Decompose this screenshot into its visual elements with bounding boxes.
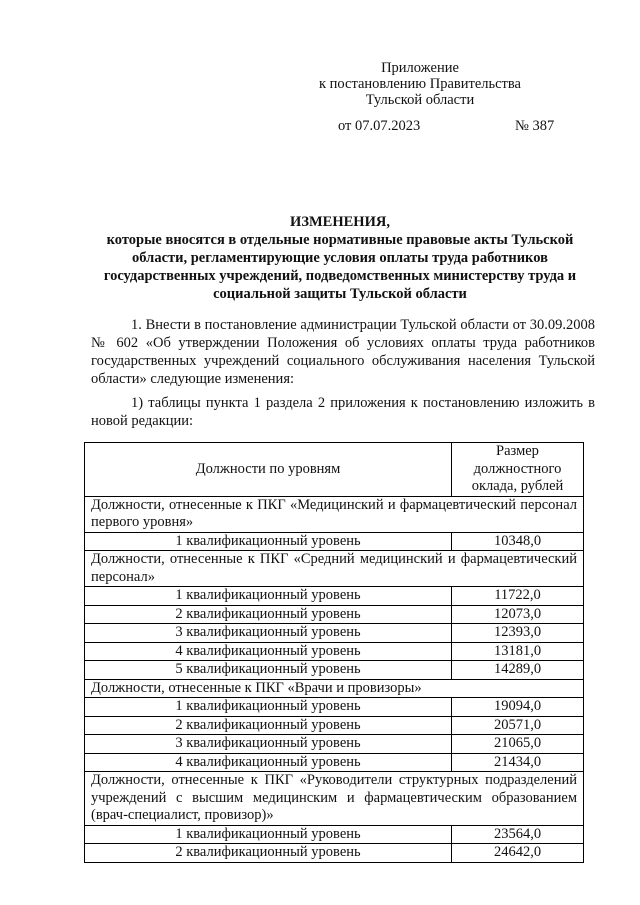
table-row xyxy=(85,698,584,717)
salary-value: 23564,0 xyxy=(452,825,584,844)
appendix-block xyxy=(300,60,540,108)
appendix-line: к постановлению Правительства xyxy=(319,76,521,92)
qualification-level: 4 квалификационный уровень xyxy=(85,642,452,661)
qualification-level: 3 квалификационный уровень xyxy=(85,624,452,643)
group-title: Должности, отнесенные к ПКГ «Врачи и провизоры» xyxy=(85,679,584,698)
qualification-level: 4 квалификационный уровень xyxy=(85,753,452,772)
group-row xyxy=(85,772,584,826)
table-body xyxy=(85,496,584,862)
salary-value: 20571,0 xyxy=(452,716,584,735)
qualification-level: 1 квалификационный уровень xyxy=(85,532,452,551)
salary-value: 12393,0 xyxy=(452,624,584,643)
col-positions-header: Должности по уровням xyxy=(85,443,452,497)
qualification-level: 1 квалификационный уровень xyxy=(85,825,452,844)
salary-value: 10348,0 xyxy=(452,532,584,551)
salary-value: 21434,0 xyxy=(452,753,584,772)
paragraph-1: 1. Внести в постановление администрации Тульской области от 30.09.2008 № 602 «Об утверждении Положения об условиях оплаты труда работников государственных учреждений социального обслуживания населения Тульской области» следующие изменения: xyxy=(91,317,595,387)
heading-title: ИЗМЕНЕНИЯ, xyxy=(290,214,390,230)
table-row xyxy=(85,825,584,844)
table-row xyxy=(85,624,584,643)
table-row xyxy=(85,844,584,863)
qualification-level: 1 квалификационный уровень xyxy=(85,587,452,606)
salary-value: 24642,0 xyxy=(452,844,584,863)
qualification-level: 3 квалификационный уровень xyxy=(85,735,452,754)
table-row xyxy=(85,661,584,680)
appendix-line: Приложение xyxy=(381,60,459,76)
group-row xyxy=(85,679,584,698)
group-title: Должности, отнесенные к ПКГ «Медицинский и фармацевтический персонал первого уровня» xyxy=(85,496,584,532)
qualification-level: 5 квалификационный уровень xyxy=(85,661,452,680)
salary-value: 13181,0 xyxy=(452,642,584,661)
table-row xyxy=(85,716,584,735)
appendix-line: Тульской области xyxy=(365,92,475,108)
table-row xyxy=(85,587,584,606)
document-number: № 387 xyxy=(515,118,555,134)
qualification-level: 2 квалификационный уровень xyxy=(85,844,452,863)
group-row xyxy=(85,496,584,532)
salary-value: 14289,0 xyxy=(452,661,584,680)
qualification-level: 2 квалификационный уровень xyxy=(85,716,452,735)
table-row xyxy=(85,735,584,754)
table-header-row xyxy=(85,443,584,497)
group-title: Должности, отнесенные к ПКГ «Руководители структурных подразделений учреждений с высшим медицинским и фармацевтическим образованием (врач-специалист, провизор)» xyxy=(85,772,584,826)
qualification-level: 1 квалификационный уровень xyxy=(85,698,452,717)
table-row xyxy=(85,642,584,661)
salary-value: 19094,0 xyxy=(452,698,584,717)
col-salary-header: Размер должностного оклада, рублей xyxy=(452,443,584,497)
document-date: от 07.07.2023 xyxy=(338,118,421,134)
salary-value: 11722,0 xyxy=(452,587,584,606)
heading-subtitle: которые вносятся в отдельные нормативные правовые акты Тульской области, регламентирующие условия оплаты труда работников государственных учреждений, подведомственных министерству труда и социальной защиты Тульской области xyxy=(103,232,577,302)
table-row xyxy=(85,532,584,551)
group-title: Должности, отнесенные к ПКГ «Средний медицинский и фармацевтический персонал» xyxy=(85,551,584,587)
salary-value: 12073,0 xyxy=(452,605,584,624)
salary-table xyxy=(84,442,584,863)
salary-value: 21065,0 xyxy=(452,735,584,754)
qualification-level: 2 квалификационный уровень xyxy=(85,605,452,624)
group-row xyxy=(85,551,584,587)
table-row xyxy=(85,605,584,624)
table-row xyxy=(85,753,584,772)
document-heading xyxy=(100,213,580,303)
paragraph-2: 1) таблицы пункта 1 раздела 2 приложения к постановлению изложить в новой редакции: xyxy=(91,395,595,429)
